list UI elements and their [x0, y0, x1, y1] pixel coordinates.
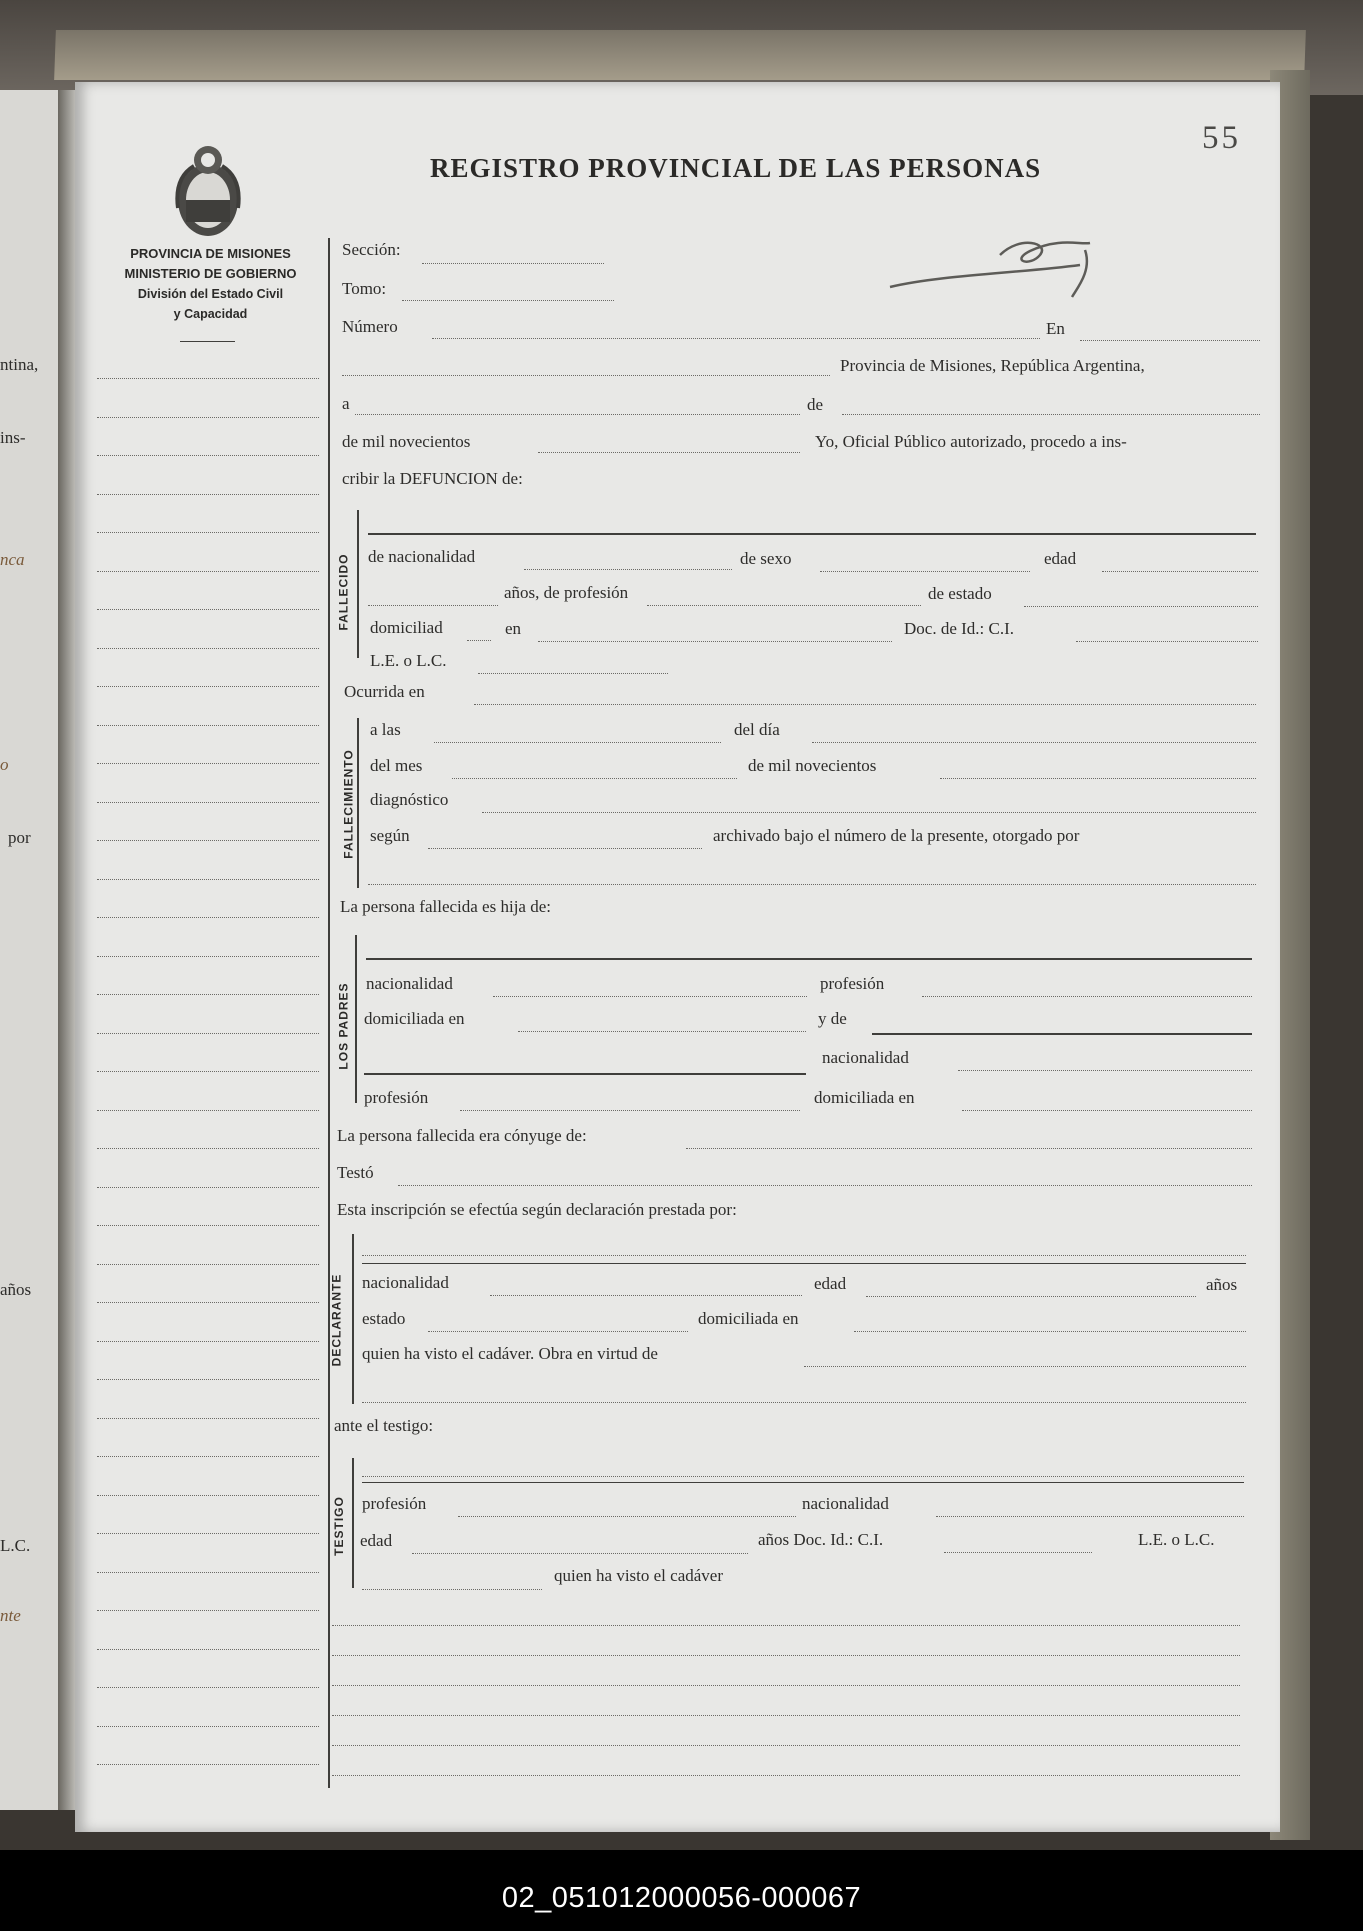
margin-line	[97, 763, 319, 764]
declarante-nombre-field[interactable]	[362, 1255, 1246, 1256]
margin-line	[97, 1341, 319, 1342]
fallecido-sexo-field[interactable]	[820, 571, 1030, 572]
visto-cadaver-text: quien ha visto el cadáver. Obra en virtud de	[362, 1344, 658, 1363]
declaracion-text: Esta inscripción se efectúa según declaración prestada por:	[337, 1200, 737, 1219]
padres-tag: LOS PADRES	[336, 982, 351, 1070]
capacity-name: y Capacidad	[173, 307, 248, 321]
margin-line	[97, 917, 319, 918]
testigo-edad-label: edad	[360, 1531, 393, 1550]
fallecido-nacionalidad-field[interactable]	[524, 569, 732, 570]
ano-fallecimiento-field[interactable]	[940, 778, 1256, 779]
left-page-fragment: L.C.	[0, 1536, 31, 1555]
margin-line	[97, 1649, 319, 1650]
left-page-fragment: años	[0, 1280, 32, 1299]
mes-field[interactable]	[842, 414, 1260, 415]
image-caption: 02_051012000056-000067	[501, 1882, 862, 1914]
margin-line	[97, 1572, 319, 1573]
declarante-tag: DECLARANTE	[329, 1273, 344, 1367]
estado-label: de estado	[928, 584, 992, 603]
testigo-profesion-label: profesión	[362, 1494, 427, 1513]
margin-line	[97, 879, 319, 880]
book-cover-edge	[54, 30, 1306, 80]
margin-line	[97, 725, 319, 726]
padre-nacionalidad-field[interactable]	[493, 996, 807, 997]
notes-line[interactable]	[332, 1625, 1240, 1626]
oficial-text: Yo, Oficial Público autorizado, procedo a ins-	[815, 432, 1127, 451]
declarante-rule	[362, 1263, 1246, 1264]
left-page-fragment: nte	[0, 1606, 21, 1625]
fallecido-estado-field[interactable]	[1024, 606, 1258, 607]
header-underline	[180, 341, 235, 342]
declarante-edad-field[interactable]	[866, 1296, 1196, 1297]
en-label: En	[1046, 319, 1065, 338]
fallecido-ci-field[interactable]	[1076, 641, 1258, 642]
ante-testigo-label: ante el testigo:	[334, 1416, 434, 1435]
margin-line	[97, 455, 319, 456]
edad-label: edad	[1044, 549, 1077, 568]
hora-field[interactable]	[434, 742, 721, 743]
fallecido-le-field[interactable]	[478, 673, 668, 674]
seccion-label: Sección:	[342, 240, 401, 259]
fallecido-anos-field[interactable]	[368, 605, 498, 606]
left-page-fragment: ins-	[0, 428, 26, 447]
madre-domicilio-label: domiciliada en	[814, 1088, 915, 1107]
margin-line	[97, 532, 319, 533]
margin-line	[97, 494, 319, 495]
padre-profesion-label: profesión	[820, 974, 885, 993]
margin-line	[97, 1495, 319, 1496]
del-mes-label: del mes	[370, 756, 423, 775]
madre-profesion-field[interactable]	[460, 1110, 800, 1111]
fallecido-domicilio-field[interactable]	[538, 641, 892, 642]
province-name: PROVINCIA DE MISIONES	[130, 246, 291, 261]
margin-line	[97, 1687, 319, 1688]
mes-fallecimiento-field[interactable]	[452, 778, 737, 779]
declarante-domicilio-label: domiciliada en	[698, 1309, 799, 1328]
left-page-fragment: o	[0, 755, 9, 774]
mil-novecientos-label: de mil novecientos	[342, 432, 471, 451]
fallecimiento-bracket	[357, 718, 359, 888]
margin-line	[97, 1187, 319, 1188]
testigo-edad-field[interactable]	[412, 1553, 748, 1554]
profesion-label: años, de profesión	[504, 583, 629, 602]
diagnostico-field[interactable]	[482, 812, 1256, 813]
padre-nombre-field[interactable]	[366, 958, 1252, 960]
division-name: División del Estado Civil	[137, 287, 284, 301]
margin-line	[97, 1726, 319, 1727]
margin-line	[97, 571, 319, 572]
testigo-visto-text: quien ha visto el cadáver	[554, 1566, 723, 1585]
left-page-fragment: nca	[0, 550, 25, 569]
y-de-label: y de	[818, 1009, 847, 1028]
ocurrida-label: Ocurrida en	[344, 682, 425, 701]
testigo-bracket	[352, 1458, 354, 1588]
madre-nacionalidad-label: nacionalidad	[822, 1048, 909, 1067]
en-field[interactable]	[1080, 340, 1260, 341]
madre-profesion-label: profesión	[364, 1088, 429, 1107]
provincia-text: Provincia de Misiones, República Argentina,	[840, 356, 1145, 375]
testigo-le-field[interactable]	[362, 1589, 542, 1590]
tomo-field[interactable]	[402, 300, 614, 301]
declarante-edad-label: edad	[814, 1274, 847, 1293]
declarante-nacionalidad-field[interactable]	[490, 1295, 802, 1296]
margin-line	[97, 1764, 319, 1765]
a-label: a	[342, 394, 350, 413]
margin-line	[97, 1148, 319, 1149]
testo-field[interactable]	[398, 1185, 1252, 1186]
page-number: 55	[1202, 120, 1241, 156]
fallecido-name-field[interactable]	[368, 533, 1256, 535]
margin-line	[97, 994, 319, 995]
numero-field[interactable]	[432, 338, 1040, 339]
fallecido-edad-field[interactable]	[1102, 571, 1258, 572]
testigo-tag: TESTIGO	[331, 1496, 346, 1556]
notes-line[interactable]	[332, 1715, 1240, 1716]
margin-line	[97, 840, 319, 841]
tomo-label: Tomo:	[342, 279, 387, 298]
doc-id-label: Doc. de Id.: C.I.	[904, 619, 1015, 638]
margin-line	[97, 1071, 319, 1072]
margin-line	[97, 686, 319, 687]
padre-profesion-field[interactable]	[922, 996, 1252, 997]
margin-line	[97, 802, 319, 803]
certificado-field[interactable]	[428, 848, 702, 849]
declarante-nacionalidad-label: nacionalidad	[362, 1273, 449, 1292]
le-lc-label: L.E. o L.C.	[370, 651, 447, 670]
argentine-coat-of-arms-icon	[172, 138, 244, 245]
seccion-field[interactable]	[422, 263, 604, 264]
testigo-nacionalidad-field[interactable]	[936, 1516, 1244, 1517]
fallecimiento-tag: FALLECIMIENTO	[341, 749, 356, 859]
declarante-domicilio-field[interactable]	[854, 1331, 1246, 1332]
padre-domicilio-field[interactable]	[518, 1031, 806, 1032]
margin-line	[97, 1610, 319, 1611]
margin-line	[97, 956, 319, 957]
obra-en-virtud-field[interactable]	[804, 1366, 1246, 1367]
notes-line[interactable]	[332, 1775, 1240, 1776]
margin-line	[97, 1033, 319, 1034]
ocurrida-field[interactable]	[474, 704, 1256, 705]
page-title: REGISTRO PROVINCIAL DE LAS PERSONAS	[430, 153, 1042, 183]
fallecido-tag: FALLECIDO	[336, 553, 351, 631]
padre-domicilio-label: domiciliada en	[364, 1009, 465, 1028]
issuer-header	[93, 244, 328, 324]
a-las-label: a las	[370, 720, 401, 739]
diagnostico-label: diagnóstico	[370, 790, 449, 809]
otorgado-por-field[interactable]	[368, 884, 1256, 885]
column-divider	[328, 238, 330, 1788]
padre-nacionalidad-label: nacionalidad	[366, 974, 453, 993]
fallecido-profesion-field[interactable]	[647, 605, 921, 606]
madre-nombre-cont-field[interactable]	[364, 1073, 806, 1075]
declarante-anos-label: años	[1206, 1275, 1238, 1294]
nacionalidad-label: de nacionalidad	[368, 547, 476, 566]
declarante-extra-field[interactable]	[362, 1402, 1246, 1403]
madre-nombre-field[interactable]	[872, 1033, 1252, 1035]
testigo-doc-label: años Doc. Id.: C.I.	[758, 1530, 884, 1549]
declarante-estado-field[interactable]	[428, 1331, 688, 1332]
domiciliad-suffix-field[interactable]	[467, 640, 491, 641]
hija-de-label: La persona fallecida es hija de:	[340, 897, 551, 916]
testigo-le-label: L.E. o L.C.	[1138, 1530, 1215, 1549]
ano-field[interactable]	[538, 452, 800, 453]
testigo-profesion-field[interactable]	[458, 1516, 796, 1517]
left-page-fragment: ntina,	[0, 355, 39, 374]
sexo-label: de sexo	[740, 549, 792, 568]
del-dia-label: del día	[734, 720, 780, 739]
notes-line[interactable]	[332, 1745, 1240, 1746]
margin-line	[97, 1418, 319, 1419]
conyuge-label: La persona fallecida era cónyuge de:	[337, 1126, 587, 1145]
padres-bracket	[355, 935, 357, 1103]
en-label: en	[505, 619, 522, 638]
declarante-bracket	[352, 1234, 354, 1404]
notes-line[interactable]	[332, 1685, 1240, 1686]
segun-label: según	[370, 826, 410, 845]
declarante-estado-label: estado	[362, 1309, 406, 1328]
de-label: de	[807, 395, 824, 414]
margin-line	[97, 1302, 319, 1303]
margin-line	[97, 1379, 319, 1380]
margin-line	[97, 417, 319, 418]
margin-line	[97, 609, 319, 610]
archivado-text: archivado bajo el número de la presente, otorgado por	[713, 826, 1080, 845]
margin-line	[97, 1456, 319, 1457]
testigo-nombre-field[interactable]	[362, 1476, 1244, 1477]
testigo-nacionalidad-label: nacionalidad	[802, 1494, 889, 1513]
margin-line	[97, 1264, 319, 1265]
margin-line	[97, 1225, 319, 1226]
notes-line[interactable]	[332, 1655, 1240, 1656]
madre-domicilio-field[interactable]	[962, 1110, 1252, 1111]
mil-novecientos-label-2: de mil novecientos	[748, 756, 877, 775]
testigo-ci-field[interactable]	[944, 1552, 1092, 1553]
testigo-rule	[362, 1482, 1244, 1483]
domiciliad-label: domiciliad	[370, 618, 443, 637]
fallecido-bracket	[357, 510, 359, 658]
handwritten-annulment	[880, 225, 1120, 310]
left-page-fragment: por	[8, 828, 31, 847]
inscribir-text: cribir la DEFUNCION de:	[342, 469, 523, 488]
previous-page	[0, 90, 62, 1810]
margin-line	[97, 1533, 319, 1534]
margin-line	[97, 378, 319, 379]
numero-label: Número	[342, 317, 398, 336]
conyuge-field[interactable]	[686, 1148, 1252, 1149]
margin-line	[97, 648, 319, 649]
madre-nacionalidad-field[interactable]	[958, 1070, 1252, 1071]
dia-field[interactable]	[355, 414, 800, 415]
testo-label: Testó	[337, 1163, 374, 1182]
localidad-field[interactable]	[342, 375, 830, 376]
dia-fallecimiento-field[interactable]	[812, 742, 1256, 743]
ministry-name: MINISTERIO DE GOBIERNO	[124, 266, 297, 281]
margin-line	[97, 1110, 319, 1111]
